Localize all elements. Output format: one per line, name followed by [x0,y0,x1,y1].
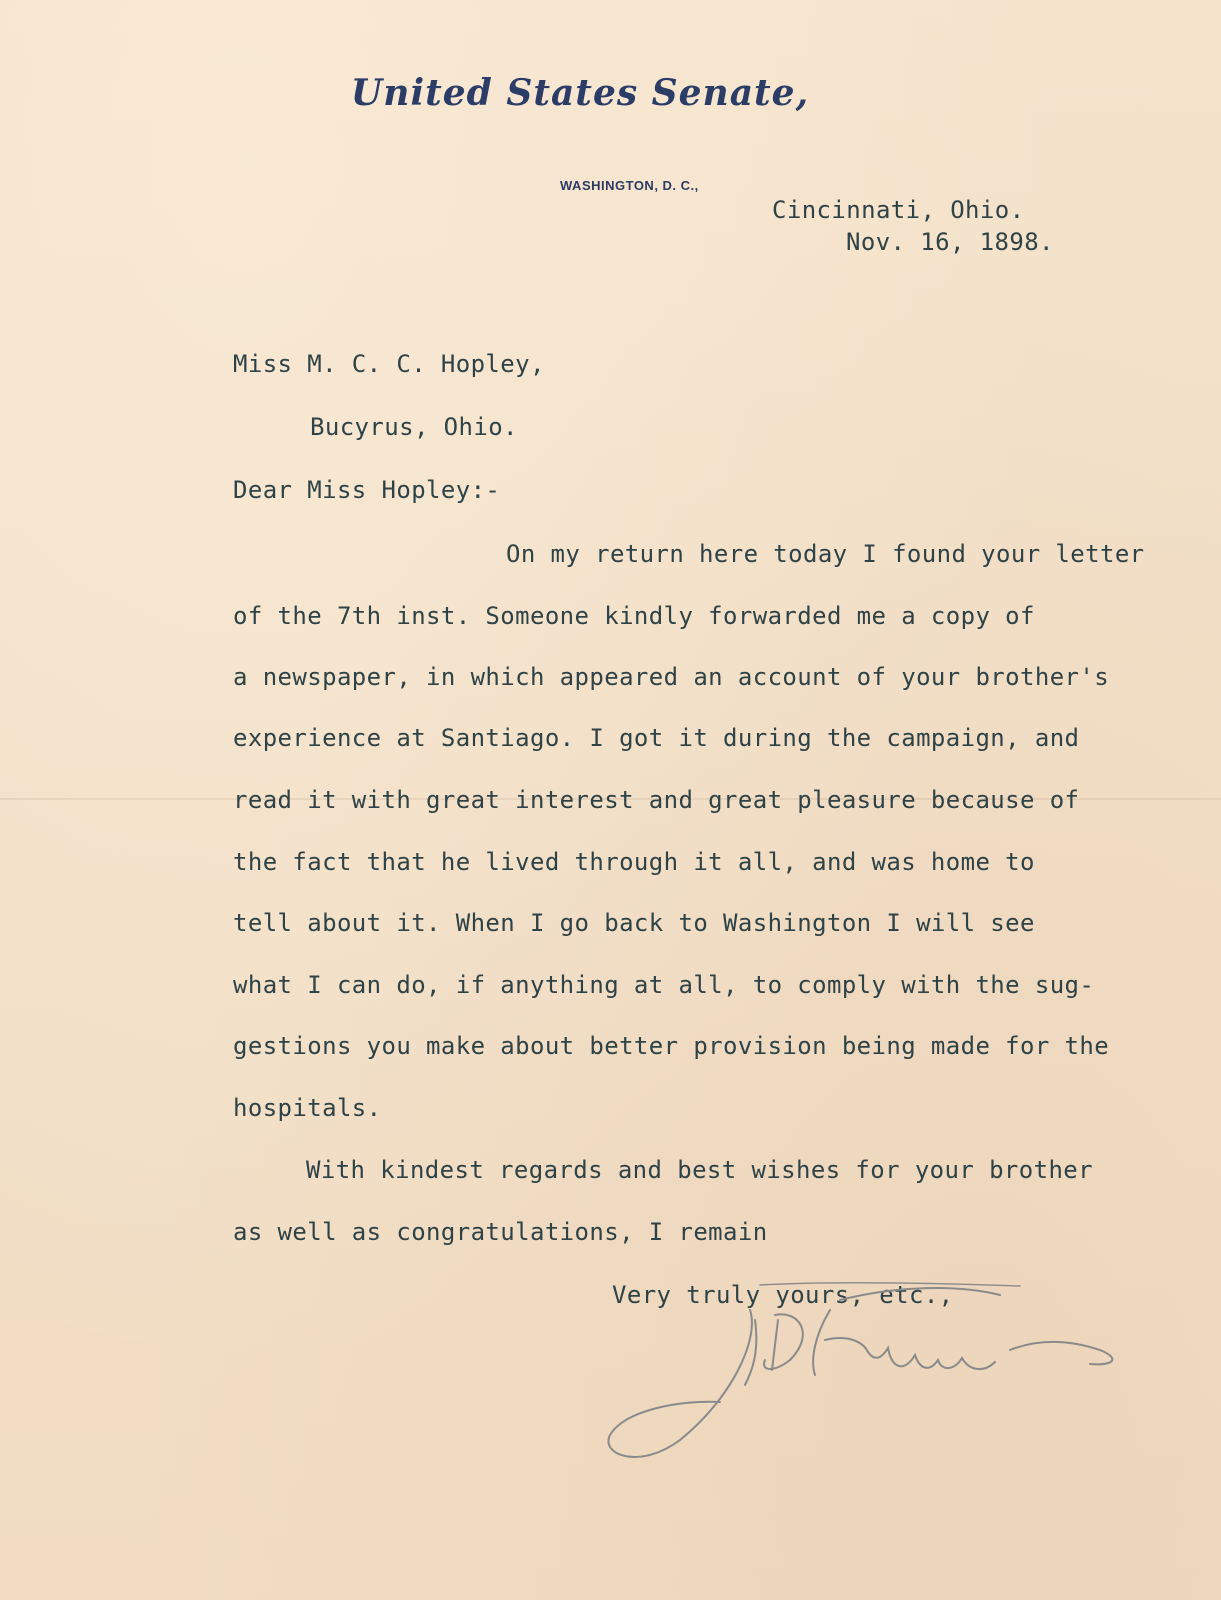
recipient-address: Bucyrus, Ohio. [310,413,518,441]
body-line: hospitals. [233,1094,382,1122]
body-line: With kindest regards and best wishes for your brother [306,1156,1094,1184]
closing: Very truly yours, etc., [612,1281,954,1309]
letterhead-location: WASHINGTON, D. C., [560,178,699,193]
letterhead-title: United States Senate, [350,72,810,114]
body-line: what I can do, if anything at all, to comply with the sug- [233,971,1095,999]
signature [600,1280,1140,1480]
body-line: gestions you make about better provision being made for the [233,1032,1110,1060]
body-line: as well as congratulations, I remain [233,1218,768,1246]
body-line: a newspaper, in which appeared an account of your brother's [233,663,1110,691]
body-line: On my return here today I found your letter [506,540,1145,568]
recipient-name: Miss M. C. C. Hopley, [233,350,545,378]
body-line: of the 7th inst. Someone kindly forwarded me a copy of [233,602,1035,630]
header-place: Cincinnati, Ohio. [772,196,1025,224]
header-date: Nov. 16, 1898. [846,228,1054,256]
body-line: read it with great interest and great pleasure because of [233,786,1080,814]
body-line: tell about it. When I go back to Washington I will see [233,909,1035,937]
body-line: the fact that he lived through it all, and was home to [233,848,1035,876]
salutation: Dear Miss Hopley:- [233,476,501,504]
body-line: experience at Santiago. I got it during the campaign, and [233,724,1080,752]
